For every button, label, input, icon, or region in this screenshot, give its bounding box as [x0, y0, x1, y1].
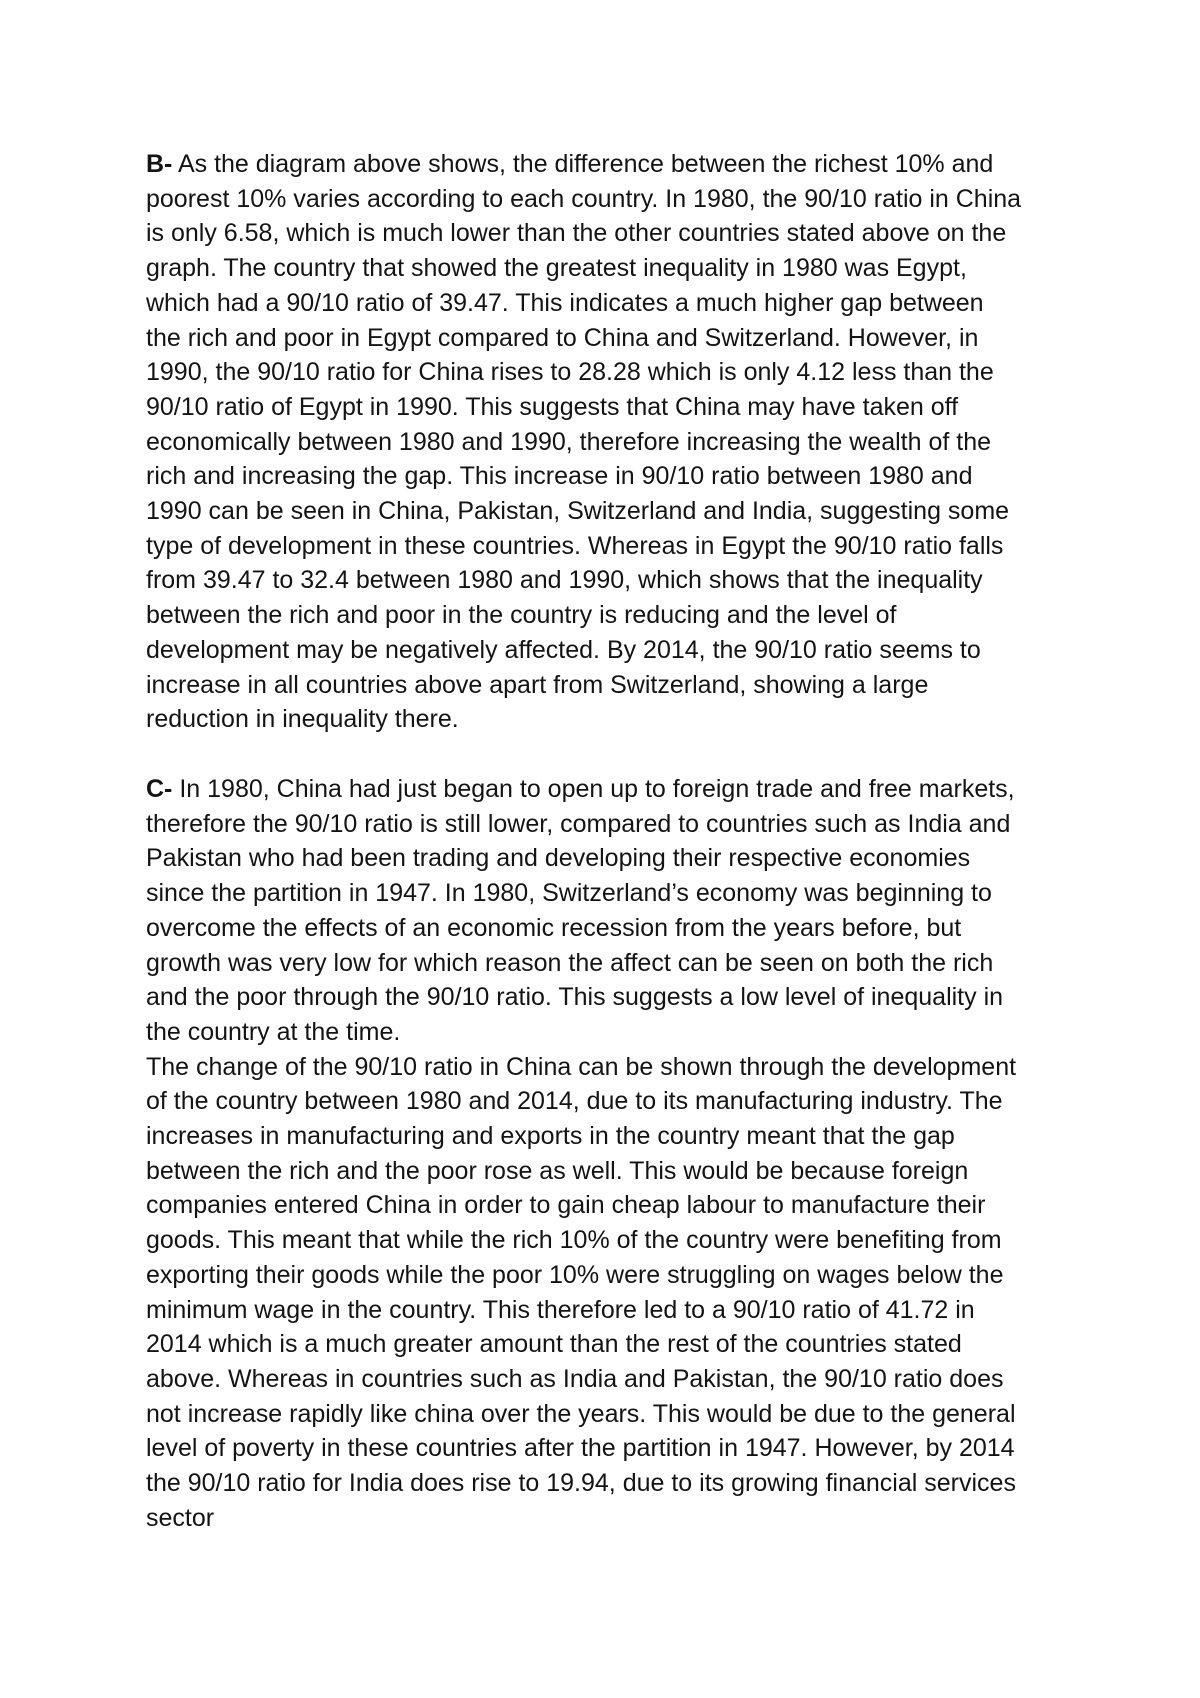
paragraph-line: therefore the 90/10 ratio is still lower, compared to countries such as India and [146, 809, 1011, 838]
paragraph-line [146, 147, 1086, 182]
paragraph-line: increases in manufacturing and exports in the country meant that the gap [146, 1122, 955, 1151]
paragraph-line: poorest 10% varies according to each country. In 1980, the 90/10 ratio in China [146, 184, 1022, 213]
section-c-label: C- [146, 775, 173, 803]
paragraph-line: the 90/10 ratio for India does rise to 19.94, due to its growing financial services [146, 1469, 1016, 1498]
paragraph-line: of the country between 1980 and 2014, due to its manufacturing industry. The [146, 1087, 1003, 1116]
paragraph-line: not increase rapidly like china over the years. This would be due to the general [146, 1399, 1016, 1428]
paragraph-line: and the poor through the 90/10 ratio. This suggests a low level of inequality in [146, 983, 1004, 1012]
paragraph-line: overcome the effects of an economic recession from the years before, but [146, 913, 962, 942]
section-b-paragraph [146, 147, 1086, 737]
paragraph-line: Pakistan who had been trading and developing their respective economies [146, 844, 971, 873]
paragraph-line: economically between 1980 and 1990, therefore increasing the wealth of the [146, 427, 992, 456]
paragraph-line: since the partition in 1947. In 1980, Switzerland’s economy was beginning to [146, 879, 992, 908]
paragraph-line: level of poverty in these countries after the partition in 1947. However, by 2014 [146, 1434, 1015, 1463]
paragraph-line: the rich and poor in Egypt compared to China and Switzerland. However, in [146, 323, 979, 352]
paragraph-line: rich and increasing the gap. This increase in 90/10 ratio between 1980 and [146, 462, 973, 491]
paragraph-line: which had a 90/10 ratio of 39.47. This indicates a much higher gap between [146, 288, 984, 317]
paragraph-line: 1990, the 90/10 ratio for China rises to 28.28 which is only 4.12 less than the [146, 358, 994, 387]
paragraph-line: is only 6.58, which is much lower than the other countries stated above on the [146, 219, 1007, 248]
paragraph-line: graph. The country that showed the greatest inequality in 1980 was Egypt, [146, 254, 967, 283]
paragraph-line: minimum wage in the country. This therefore led to a 90/10 ratio of 41.72 in [146, 1295, 975, 1324]
paragraph-line: exporting their goods while the poor 10% were struggling on wages below the [146, 1260, 1004, 1289]
paragraph-line: the country at the time. [146, 1017, 401, 1046]
paragraph-line: development may be negatively affected. By 2014, the 90/10 ratio seems to [146, 635, 981, 664]
paragraph-line: type of development in these countries. Whereas in Egypt the 90/10 ratio falls [146, 531, 1004, 560]
paragraph-line: between the rich and the poor rose as well. This would be because foreign [146, 1156, 969, 1185]
paragraph-line: from 39.47 to 32.4 between 1980 and 1990, which shows that the inequality [146, 566, 983, 595]
paragraph-line: companies entered China in order to gain cheap labour to manufacture their [146, 1191, 986, 1220]
paragraph-line-text: In 1980, China had just began to open up to foreign trade and free markets, [172, 775, 1015, 803]
paragraph-line: The change of the 90/10 ratio in China can be shown through the development [146, 1052, 1017, 1081]
paragraph-line: 1990 can be seen in China, Pakistan, Switzerland and India, suggesting some [146, 497, 1010, 526]
paragraph-line: 2014 which is a much greater amount than the rest of the countries stated [146, 1330, 962, 1359]
paragraph-line: between the rich and poor in the country is reducing and the level of [146, 601, 897, 630]
paragraph-line: growth was very low for which reason the affect can be seen on both the rich [146, 948, 994, 977]
paragraph-line-text: As the diagram above shows, the difference between the richest 10% and [172, 150, 994, 178]
paragraph-line: 90/10 ratio of Egypt in 1990. This suggests that China may have taken off [146, 392, 959, 421]
section-b-label: B- [146, 150, 173, 178]
paragraph-line: increase in all countries above apart from Switzerland, showing a large [146, 670, 929, 699]
paragraph-line: above. Whereas in countries such as India and Pakistan, the 90/10 ratio does [146, 1364, 1004, 1393]
paragraph-line [146, 772, 1086, 807]
paragraph-line: sector [146, 1503, 215, 1532]
section-c-paragraph [146, 772, 1086, 1535]
paragraph-line: reduction in inequality there. [146, 705, 459, 734]
paragraph-line: goods. This meant that while the rich 10% of the country were benefiting from [146, 1226, 1002, 1255]
